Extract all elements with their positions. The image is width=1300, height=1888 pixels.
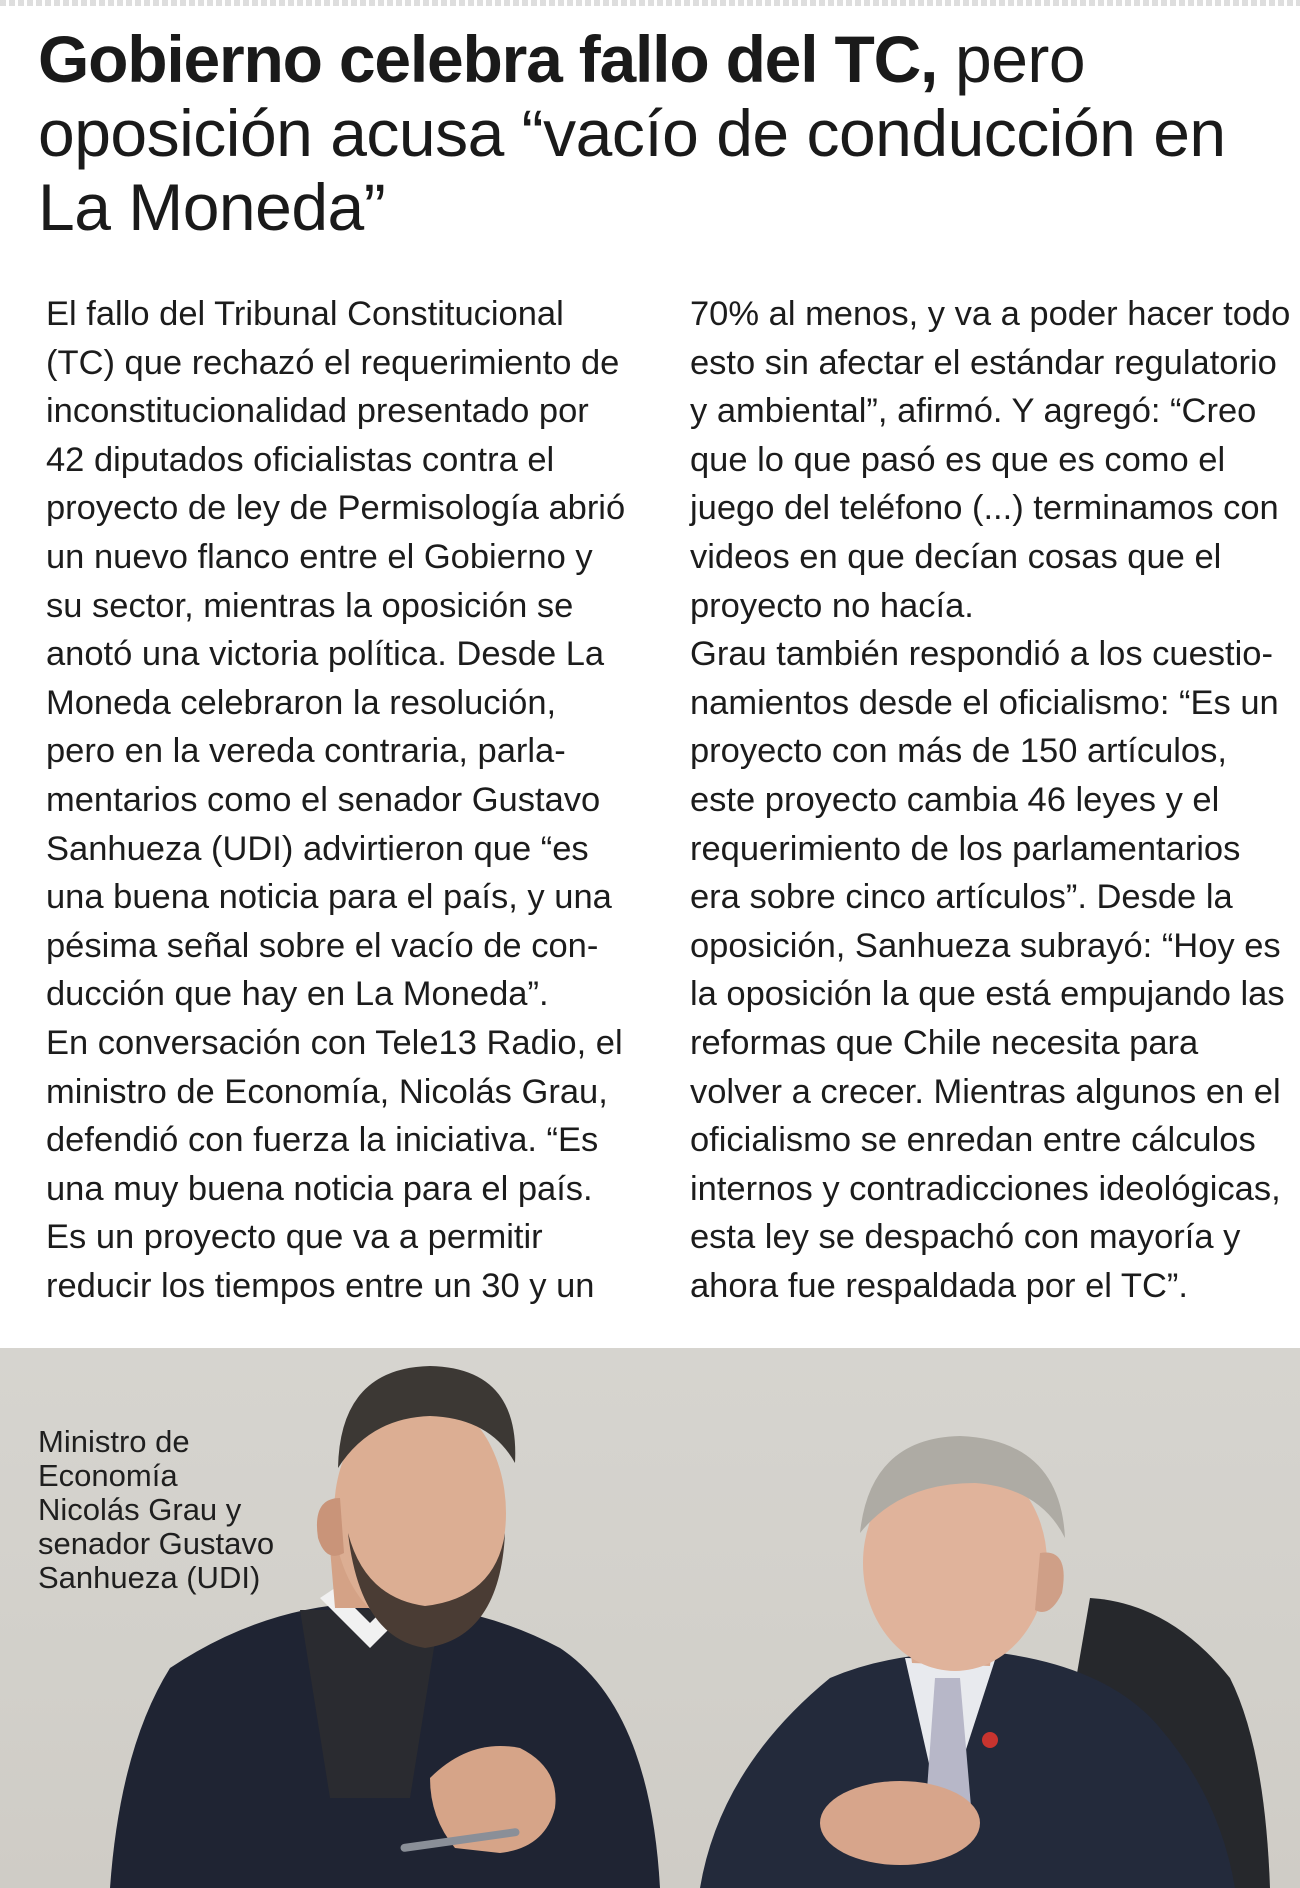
body-line: la oposición la que está empujando las bbox=[690, 975, 1285, 1014]
body-line: Moneda celebraron la resolución, bbox=[46, 683, 557, 722]
left-column bbox=[46, 290, 690, 1310]
headline-bold-part: Gobierno celebra fallo del TC, bbox=[38, 22, 938, 96]
body-line: 70% al menos, y va a poder hacer todo bbox=[690, 295, 1291, 333]
article-headline bbox=[38, 22, 1278, 244]
caption-line: Ministro de bbox=[38, 1424, 190, 1459]
photo-caption bbox=[38, 1425, 358, 1595]
body-line: defendió con fuerza la iniciativa. “Es bbox=[46, 1121, 599, 1160]
caption-line: senador Gustavo bbox=[38, 1526, 275, 1561]
body-line: proyecto con más de 150 artículos, bbox=[690, 732, 1227, 771]
right-person-hands bbox=[820, 1781, 980, 1865]
body-line: una muy buena noticia para el país. bbox=[46, 1169, 593, 1208]
body-line: oposición, Sanhueza subrayó: “Hoy es bbox=[690, 926, 1281, 965]
article-body bbox=[46, 290, 1300, 1310]
body-line: esto sin afectar el estándar regulatorio bbox=[690, 343, 1277, 382]
body-line: oficialismo se enredan entre cálculos bbox=[690, 1121, 1256, 1160]
body-line: namientos desde el oficialismo: “Es un bbox=[690, 683, 1279, 722]
caption-line: Sanhueza (UDI) bbox=[38, 1560, 261, 1595]
body-line: requerimiento de los parlamentarios bbox=[690, 829, 1241, 868]
body-line: ducción que hay en La Moneda”. bbox=[46, 975, 549, 1014]
body-line: y ambiental”, afirmó. Y agregó: “Creo bbox=[690, 392, 1257, 431]
body-line: pésima señal sobre el vacío de con- bbox=[46, 926, 599, 965]
caption-line: Nicolás Grau y bbox=[38, 1492, 242, 1527]
headline-regular-part: pero oposición acusa “vacío de conducción en La Moneda” bbox=[38, 22, 1226, 244]
body-line: inconstitucionalidad presentado por bbox=[46, 392, 589, 431]
body-line: 42 diputados oficialistas contra el bbox=[46, 440, 555, 479]
body-line: proyecto no hacía. bbox=[690, 586, 974, 625]
body-line: (TC) que rechazó el requerimiento de bbox=[46, 343, 620, 382]
body-line: volver a crecer. Mientras algunos en el bbox=[690, 1072, 1281, 1111]
body-line: este proyecto cambia 46 leyes y el bbox=[690, 780, 1220, 819]
body-line: ministro de Economía, Nicolás Grau, bbox=[46, 1072, 608, 1111]
caption-line: Economía bbox=[38, 1458, 178, 1493]
body-line: su sector, mientras la oposición se bbox=[46, 586, 574, 625]
body-line: En conversación con Tele13 Radio, el bbox=[46, 1023, 623, 1062]
right-column bbox=[690, 290, 1300, 1310]
body-line: anotó una victoria política. Desde La bbox=[46, 635, 605, 674]
body-line: El fallo del Tribunal Constitucional bbox=[46, 295, 564, 333]
body-line: era sobre cinco artículos”. Desde la bbox=[690, 878, 1233, 917]
body-line: Es un proyecto que va a permitir bbox=[46, 1218, 543, 1257]
right-person-ear bbox=[1035, 1553, 1064, 1612]
body-line: una buena noticia para el país, y una bbox=[46, 878, 612, 917]
body-line: pero en la vereda contraria, parla- bbox=[46, 732, 566, 771]
lapel-pin bbox=[982, 1732, 998, 1748]
body-line: ahora fue respaldada por el TC”. bbox=[690, 1266, 1188, 1305]
body-line: mentarios como el senador Gustavo bbox=[46, 780, 601, 819]
body-line: Grau también respondió a los cuestio- bbox=[690, 635, 1273, 674]
body-line: reducir los tiempos entre un 30 y un bbox=[46, 1266, 595, 1305]
body-line: internos y contradicciones ideológicas, bbox=[690, 1169, 1281, 1208]
top-rule bbox=[0, 0, 1300, 6]
body-line: juego del teléfono (...) terminamos con bbox=[690, 489, 1279, 528]
body-line: videos en que decían cosas que el bbox=[690, 537, 1222, 576]
body-line: Sanhueza (UDI) advirtieron que “es bbox=[46, 829, 589, 868]
body-line: un nuevo flanco entre el Gobierno y bbox=[46, 537, 593, 576]
body-line: esta ley se despachó con mayoría y bbox=[690, 1218, 1241, 1257]
body-line: que lo que pasó es que es como el bbox=[690, 440, 1226, 479]
body-line: reformas que Chile necesita para bbox=[690, 1023, 1199, 1062]
body-line: proyecto de ley de Permisología abrió bbox=[46, 489, 626, 528]
